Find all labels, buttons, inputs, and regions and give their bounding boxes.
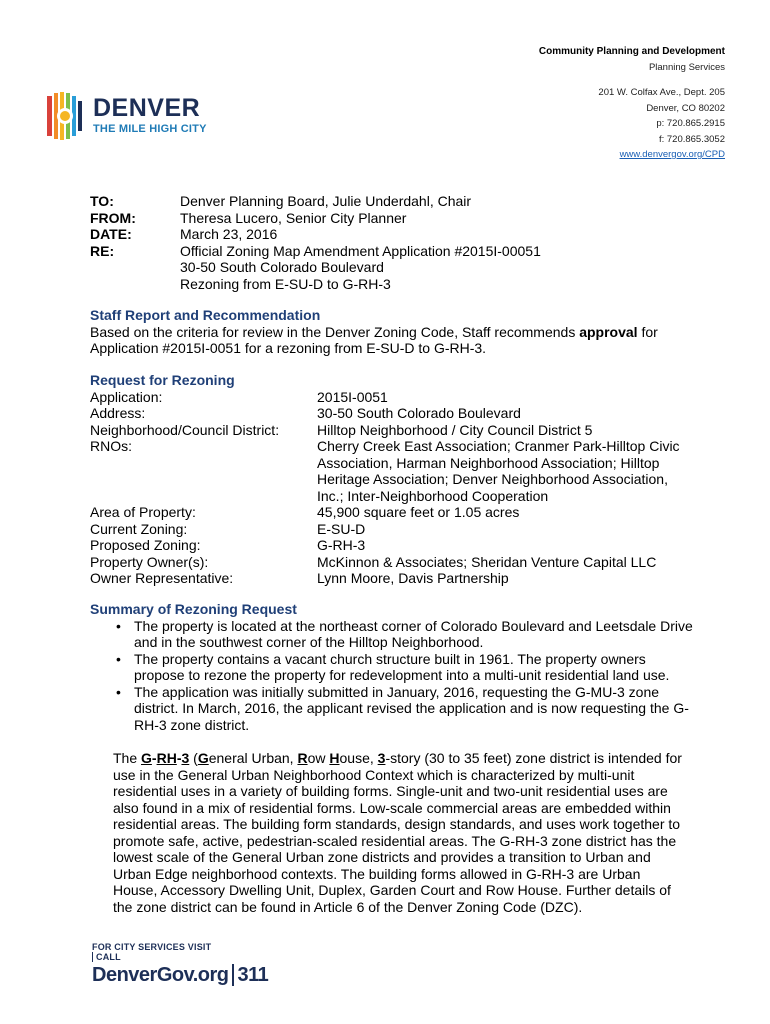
request-heading: Request for Rezoning	[90, 372, 235, 388]
memo-header	[90, 193, 541, 292]
request-row: Address: 30-50 South Colorado Boulevard	[90, 405, 521, 421]
logo-tagline: THE MILE HIGH CITY	[93, 123, 207, 135]
cpd-website-link[interactable]: www.denvergov.org/CPD	[619, 149, 725, 160]
request-row: Application: 2015I-0051	[90, 388, 388, 405]
staff-recommendation-text: Based on the criteria for review in the Denver Zoning Code, Staff recommends approval for Application #2015I-0051 for a rezoning from E-SU-D to G-RH-3.	[90, 323, 658, 356]
footer-311-banner	[92, 942, 269, 986]
denvergov-link[interactable]: DenverGov.org	[92, 964, 229, 986]
zone-district-description: The G-RH-3 (General Urban, Row House, 3-story (30 to 35 feet) zone district is intended for use in the General Urban Neighborhood Context which is characterized by multi-unit residential uses in a variety of building forms. Single-unit and two-unit residential uses are also found in a mix of residential forms. Low-scale commercial areas are embedded within residential areas. The building form standards, design standards, and uses work together to promote safe, active, pedestrian-scaled residential areas. The G-RH-3 zone district has the lowest scale of the General Urban zone districts and provides a transition to Urban and Urban Edge neighborhood contexts. The building forms allowed in G-RH-3 are Urban House, Accessory Dwelling Unit, Duplex, Garden Court and Row House. Further details of the zone district can be found in Article 6 of the Denver Zoning Code (DZC).	[113, 750, 682, 915]
city-state-zip: Denver, CO 80202	[646, 102, 725, 114]
request-row: Owner Representative: Lynn Moore, Davis Partnership	[90, 570, 509, 586]
staff-report-section	[90, 307, 690, 357]
request-row: Current Zoning: E-SU-D	[90, 520, 366, 537]
staff-report-heading: Staff Report and Recommendation	[90, 307, 321, 323]
fax-number: f: 720.865.3052	[658, 133, 725, 145]
from-value: Theresa Lucero, Senior City Planner	[180, 209, 407, 226]
request-row: RNOs: Cherry Creek East Association; Cranmer Park-Hilltop Civic Association, Harman Neighborhood Association; Hilltop Heritage Association; Denver Neighborhood Association, Inc.; Inter-Neighborhood Cooperation	[90, 438, 680, 504]
footer-visit-line: FOR CITY SERVICES VISIT CALL	[92, 942, 212, 962]
summary-bullet: • The application was initially submitted in January, 2016, requesting the G-MU-3 zone district. In March, 2016, the applicant revised the application and is now requesting the G-RH-3 zone district.	[134, 684, 694, 734]
re-line: Official Zoning Map Amendment Application #2015I-00051	[180, 242, 541, 259]
from-label: FROM:	[90, 209, 136, 226]
to-label: TO:	[90, 193, 114, 209]
request-row: Property Owner(s): McKinnon & Associates; Sheridan Venture Capital LLC	[90, 553, 657, 570]
re-line: Rezoning from E-SU-D to G-RH-3	[180, 275, 391, 292]
street-address: 201 W. Colfax Ave., Dept. 205	[598, 87, 725, 98]
denver-logo	[45, 90, 225, 140]
office-name: Planning Services	[648, 61, 725, 73]
summary-section	[90, 601, 693, 733]
request-row: Area of Property: 45,900 square feet or 1.05 acres	[90, 504, 520, 520]
request-section	[90, 372, 690, 587]
summary-bullet: • The property contains a vacant church structure built in 1961. The property owners propose to rezone the property for redevelopment into a multi-unit residential land use.	[134, 651, 694, 684]
summary-bullet: • The property is located at the northeast corner of Colorado Boulevard and Leetsdale Drive and in the southwest corner of the Hilltop Neighborhood.	[134, 618, 694, 651]
request-row: Neighborhood/Council District: Hilltop Neighborhood / City Council District 5	[90, 421, 593, 438]
re-label: RE:	[90, 242, 115, 259]
approval-emphasis: approval	[579, 323, 638, 340]
date-label: DATE:	[90, 226, 132, 242]
to-value: Denver Planning Board, Julie Underdahl, Chair	[180, 193, 472, 209]
logo-wordmark: DENVER	[93, 94, 201, 122]
phone-number: p: 720.865.2915	[656, 118, 725, 129]
department-header	[539, 44, 725, 163]
org-name: Community Planning and Development	[538, 46, 725, 57]
re-line: 30-50 South Colorado Boulevard	[180, 259, 384, 275]
date-value: March 23, 2016	[180, 226, 278, 242]
summary-list	[112, 618, 694, 734]
call-311: 311	[232, 964, 269, 986]
summary-heading: Summary of Rezoning Request	[90, 601, 297, 617]
footer-site-line	[92, 964, 269, 987]
sunburst-icon	[45, 92, 85, 140]
request-row: Proposed Zoning: G-RH-3	[90, 537, 366, 553]
